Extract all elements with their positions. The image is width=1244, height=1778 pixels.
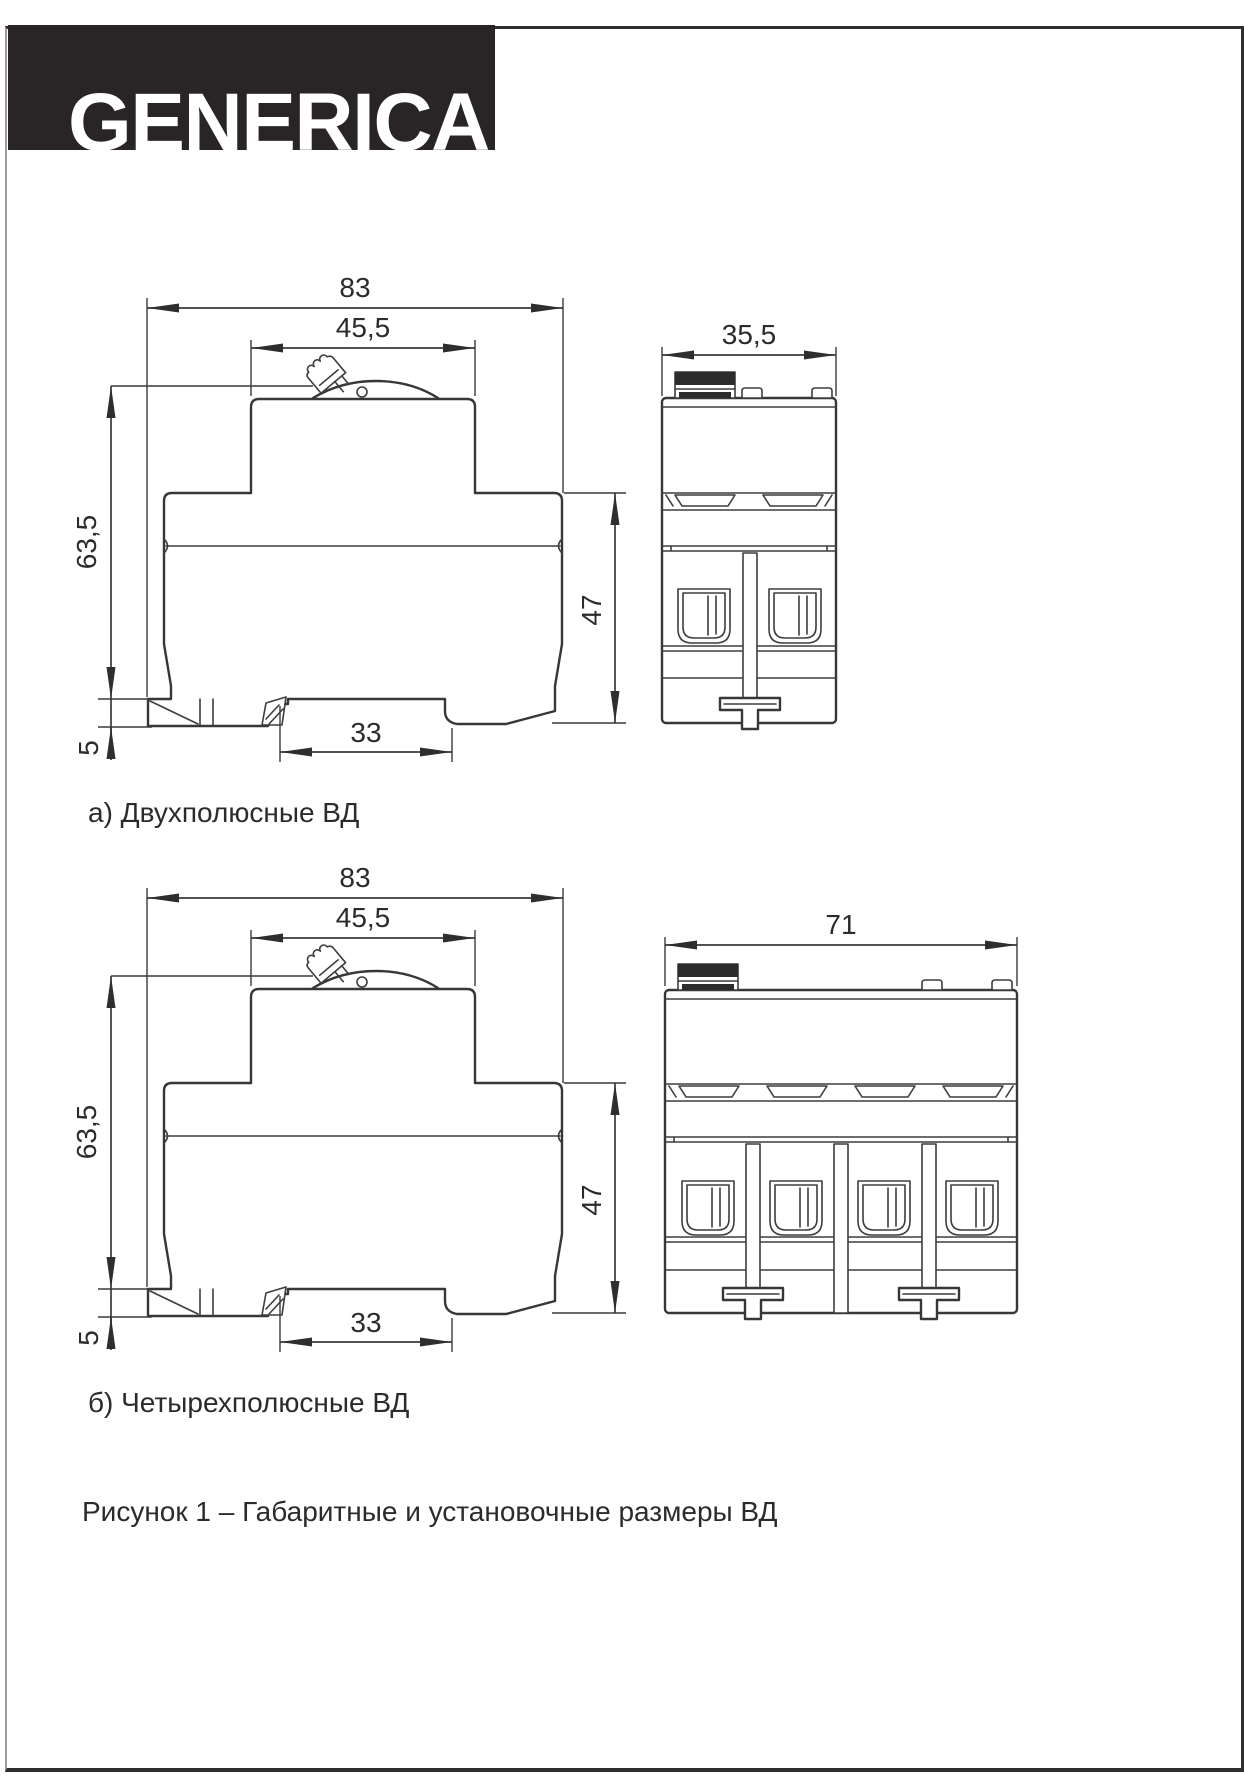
brand-logo-text: GENERICA [68, 77, 489, 168]
dim-total-width-b: 83 [339, 862, 371, 893]
dim-height-b: 63,5 [71, 1104, 102, 1160]
terminal-screw [769, 589, 821, 643]
dim-rail-step-a: 5 [73, 740, 104, 756]
section-b-side-view [148, 940, 562, 1316]
dim-top-width-a: 45,5 [335, 312, 391, 343]
dim-front-width-a: 35,5 [721, 319, 777, 350]
dim-total-width-a: 83 [339, 272, 371, 303]
toggle-front-2p [675, 372, 735, 398]
toggle-front-4p [678, 964, 738, 990]
dim-height-a: 63,5 [71, 514, 102, 570]
terminal-screw [946, 1181, 998, 1235]
section-a-label: а) Двухполюсные ВД [88, 797, 360, 828]
dim-front-height-a: 47 [576, 594, 607, 626]
dim-front-height-b: 47 [576, 1184, 607, 1216]
terminal-screw [770, 1181, 822, 1235]
top-tab [922, 980, 942, 990]
dim-top-width-b: 45,5 [335, 902, 391, 933]
section-b-front-view [665, 964, 1017, 1319]
terminal-screw [682, 1181, 734, 1235]
section-b-label: б) Четырехполюсные ВД [88, 1387, 410, 1418]
section-a-front-view [662, 372, 836, 729]
figure-caption: Рисунок 1 – Габаритные и установочные размеры ВД [82, 1496, 778, 1527]
top-tab [992, 980, 1012, 990]
dim-rail-step-b: 5 [73, 1330, 104, 1346]
section-a-side-view [148, 350, 562, 726]
dim-rail-slot-a: 33 [350, 717, 382, 748]
top-tab [812, 388, 832, 398]
terminal-screw [678, 589, 730, 643]
top-tab [742, 388, 762, 398]
dim-front-width-b: 71 [825, 909, 857, 940]
terminal-screw [858, 1181, 910, 1235]
dim-rail-slot-b: 33 [350, 1307, 382, 1338]
